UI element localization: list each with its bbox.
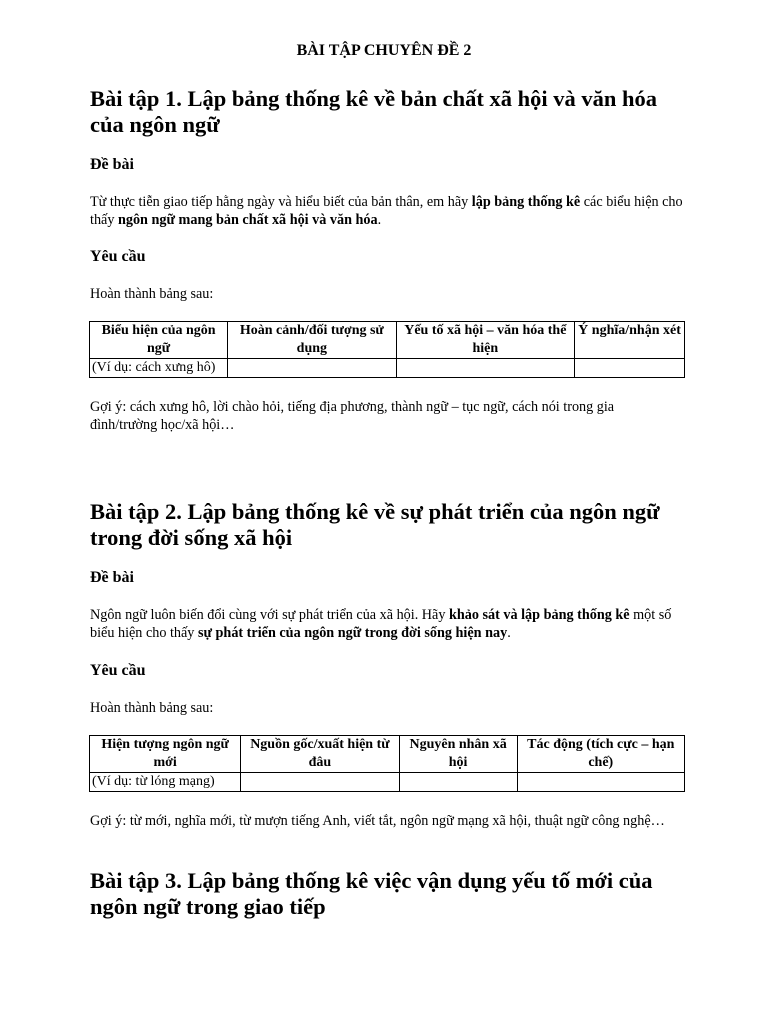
table-header-cell: Ý nghĩa/nhận xét [575,322,685,359]
table-header-row [90,322,685,359]
exercise-2-prompt-bold: khảo sát và lập bảng thống kê [448,607,630,623]
exercise-2-prompt-bold: sự phát triển của ngôn ngữ trong đời sống hiện nay [197,625,508,641]
exercise-1-prompt-text: các biểu hiện cho thấy [90,194,683,228]
exercise-2-heading: Bài tập 2. Lập bảng thống kê về sự phát triển của ngôn ngữ trong đời sống xã hội [90,499,660,550]
exercise-2-yeu-cau-label: Yêu cầu [90,662,146,679]
table-cell: (Ví dụ: cách xưng hô) [90,359,228,378]
table-cell: (Ví dụ: từ lóng mạng) [90,773,241,792]
table-header-row [90,736,685,773]
table-header-cell: Nguyên nhân xã hội [399,736,517,773]
table-cell [241,773,399,792]
exercise-1-prompt-text: Từ thực tiễn giao tiếp hằng ngày và hiểu biết của bản thân, em hãy [90,194,472,210]
exercise-1-prompt-bold: ngôn ngữ mang bản chất xã hội và văn hóa [117,212,378,228]
table-row [90,359,685,378]
exercise-1-instruction: Hoàn thành bảng sau: [90,286,214,302]
exercise-2-instruction: Hoàn thành bảng sau: [90,700,214,716]
exercise-1-hint: Gợi ý: cách xưng hô, lời chào hỏi, tiếng địa phương, thành ngữ – tục ngữ, cách nói trong gia đình/trường học/xã hội… [90,399,615,433]
exercise-2-table [89,735,685,792]
exercise-3-heading: Bài tập 3. Lập bảng thống kê việc vận dụng yếu tố mới của ngôn ngữ trong giao tiếp [90,868,653,919]
exercise-2-prompt [90,606,690,642]
table-header-cell: Hiện tượng ngôn ngữ mới [90,736,241,773]
table-cell [396,359,575,378]
table-header-cell: Yếu tố xã hội – văn hóa thể hiện [396,322,575,359]
table-header-cell: Hoàn cảnh/đối tượng sử dụng [228,322,396,359]
exercise-2-prompt-text: Ngôn ngữ luôn biến đổi cùng với sự phát triển của xã hội. Hãy [90,607,449,623]
table-cell [228,359,396,378]
table-cell [517,773,684,792]
exercise-1-de-bai-label: Đề bài [90,156,134,173]
table-row [90,773,685,792]
exercise-1-prompt-text: . [377,212,382,228]
table-cell [399,773,517,792]
exercise-2-hint: Gợi ý: từ mới, nghĩa mới, từ mượn tiếng Anh, viết tắt, ngôn ngữ mạng xã hội, thuật ngữ công nghệ… [90,813,665,829]
table-header-cell: Tác động (tích cực – hạn chế) [517,736,684,773]
exercise-2-prompt-text: một số biểu hiện cho thấy [90,607,672,641]
table-header-cell: Biểu hiện của ngôn ngữ [90,322,228,359]
document-title: BÀI TẬP CHUYÊN ĐỀ 2 [296,42,472,59]
exercise-2-prompt-text: . [507,625,511,641]
table-cell [575,359,685,378]
exercise-1-heading: Bài tập 1. Lập bảng thống kê về bản chất xã hội và văn hóa của ngôn ngữ [90,86,658,137]
exercise-1-prompt [90,193,690,229]
exercise-2-de-bai-label: Đề bài [90,569,134,586]
table-header-cell: Nguồn gốc/xuất hiện từ đâu [241,736,399,773]
exercise-1-table [89,321,685,378]
exercise-1-prompt-bold: lập bảng thống kê [471,194,581,210]
exercise-1-yeu-cau-label: Yêu cầu [90,248,146,265]
